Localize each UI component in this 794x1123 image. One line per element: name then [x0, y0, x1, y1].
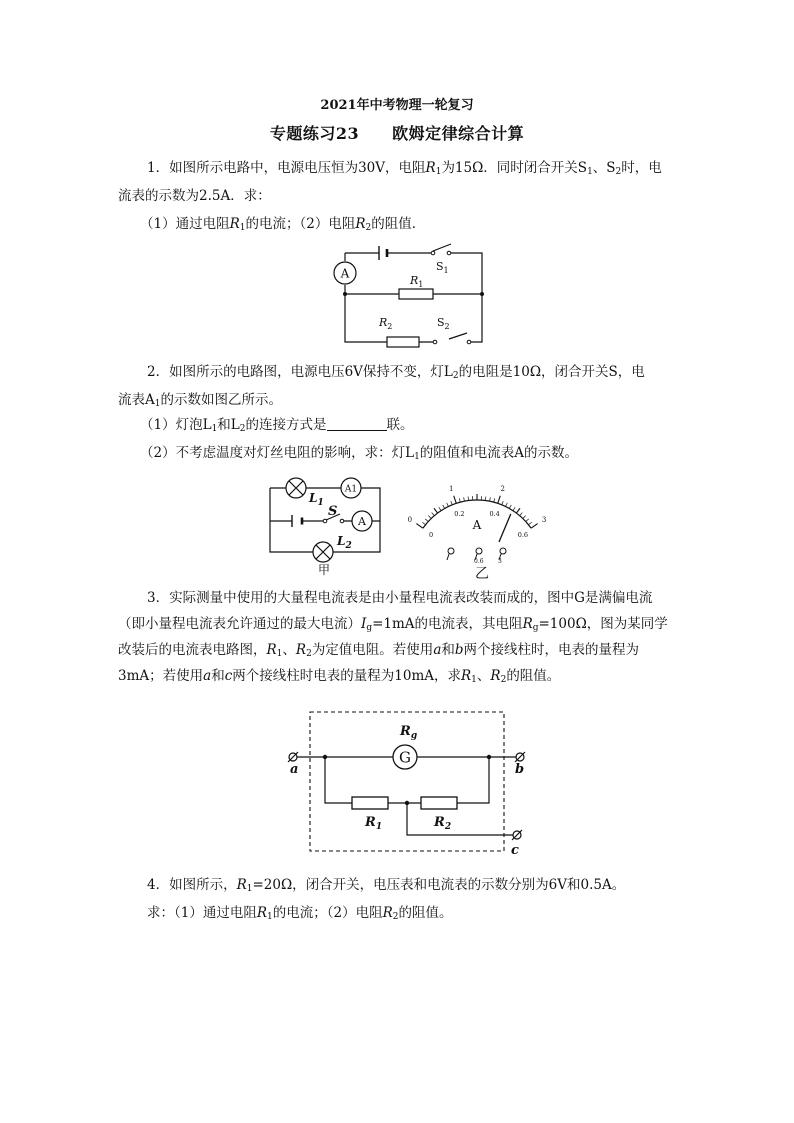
q2-line4: （2）不考虑温度对灯丝电阻的影响，求：灯$L_1$的阻值和电流表A的示数。: [140, 445, 579, 462]
q2-meter-unit: A: [472, 518, 482, 532]
q2-meter-inner-tick-label: 0: [429, 530, 434, 539]
q3-label-c: c: [511, 843, 519, 858]
q1-ammeter-label: A: [340, 266, 350, 281]
q2-switch-label: S: [328, 504, 338, 519]
series-title: 2021年中考物理一轮复习: [320, 98, 474, 113]
q3-r1-label: $R_1$: [365, 815, 383, 832]
q4-line2: 求：（1）通过电阻$R_1$的电流；（2）电阻$R_2$的阻值。: [147, 905, 453, 922]
q2-meter-outer-tick-label: 3: [541, 515, 547, 524]
q2-meter-inner-tick-label: 0.6: [517, 530, 529, 539]
q2-terminal-3: [500, 548, 506, 554]
q2-meter-outer-tick-label: 1: [448, 485, 454, 494]
q2-meter-inner-tick-label: 0.4: [489, 509, 500, 518]
q1-resistor-r1: [399, 289, 433, 299]
q2-fig-yi-label: 乙: [475, 566, 489, 582]
q3-line3: 改装后的电流表电路图，$R_1$、$R_2$为定值电阻。若使用a和b两个接线柱时，电表的量程为: [118, 642, 640, 659]
q2-ammeter-a1-label: A1: [344, 484, 358, 495]
q2-meter-inner-tick-label: 0.2: [454, 509, 465, 518]
q2-line1: 2．如图所示的电路图，电源电压6V保持不变，灯$L_2$的电阻是10Ω，闭合开关S，电: [147, 364, 645, 381]
q2-meter-outer-tick-label: 0: [407, 515, 413, 524]
q4-line1: 4．如图所示，$R_1=20\Omega$，闭合开关，电压表和电流表的示数分别为6V和0.5A。: [147, 877, 626, 894]
q2-answer-blank: [327, 417, 387, 431]
q2-meter-outer-tick-label: 2: [500, 485, 506, 494]
q3-line4: 3mA；若使用a和c两个接线柱时电表的量程为10mA，求$R_1$、$R_2$的阻值。: [118, 668, 561, 685]
q1-switch1-label: $S_1$: [436, 260, 449, 275]
q2-meter-needle: [499, 514, 511, 542]
q3-r2-label: $R_2$: [434, 815, 452, 832]
q2-meter-tick: [434, 508, 438, 513]
q2-line2: 流表$A_1$的示数如图乙所示。: [118, 392, 282, 409]
q2-terminal-label-3: 3: [498, 558, 502, 565]
q2-meter-tick: [416, 524, 423, 529]
q3-rg-label: $R_g$: [400, 724, 418, 741]
q3-galvanometer-label: G: [399, 748, 411, 767]
q3-label-b: b: [515, 762, 525, 777]
q2-meter-tick: [516, 508, 520, 513]
q1-switch2-label: $S_2$: [437, 316, 450, 331]
q3-ammeter-conversion-circuit: [280, 705, 540, 860]
q2-meter-tick: [531, 524, 538, 529]
q3-resistor-r1: [352, 797, 388, 809]
q2-ammeter-dial-yi: [395, 474, 560, 584]
q2-meter-tick: [454, 496, 457, 504]
q1-r1-label: $R_1$: [410, 274, 424, 289]
q2-terminal-label-0-6: 0.6: [474, 558, 484, 565]
q2-circuit-diagram-jia: [262, 474, 387, 577]
worksheet-title: 专题练习23 欧姆定律综合计算: [269, 124, 525, 143]
q2-l1-label: $L_1$: [309, 491, 324, 508]
q1-resistor-r2: [387, 337, 419, 347]
q2-l2-label: $L_2$: [337, 534, 352, 551]
q1-line2: 流表的示数为2.5A．求：: [118, 188, 271, 204]
q2-line3: （1）灯泡$L_1$和$L_2$的连接方式是 联。: [140, 417, 414, 434]
q2-fig-jia-label: 甲: [318, 563, 331, 577]
q3-line1: 3．实际测量中使用的大量程电流表是由小量程电流表改装而成的，图中G是满偏电流: [147, 590, 653, 606]
q2-terminal-0-6: [476, 548, 482, 554]
q1-line1: 1．如图所示电路中，电源电压恒为30V，电阻$R_1$为15Ω．同时闭合开关$S_1$、$S_2$时，电: [147, 160, 662, 177]
q3-line2: （即小量程电流表允许通过的最大电流）$I_g=1mA$的电流表，其电阻$R_g=100\Omega$，图为某同学: [118, 616, 668, 633]
q2-meter-tick: [498, 496, 501, 504]
q2-ammeter-a-label: A: [358, 515, 366, 528]
q1-circuit-diagram: [325, 240, 495, 350]
q3-resistor-r2: [421, 797, 457, 809]
q3-label-a: a: [290, 762, 299, 777]
q1-line3: （1）通过电阻$R_1$的电流；（2）电阻$R_2$的阻值．: [140, 216, 426, 233]
q2-terminal-negative: [448, 548, 454, 554]
q1-r2-label: $R_2$: [379, 316, 393, 331]
